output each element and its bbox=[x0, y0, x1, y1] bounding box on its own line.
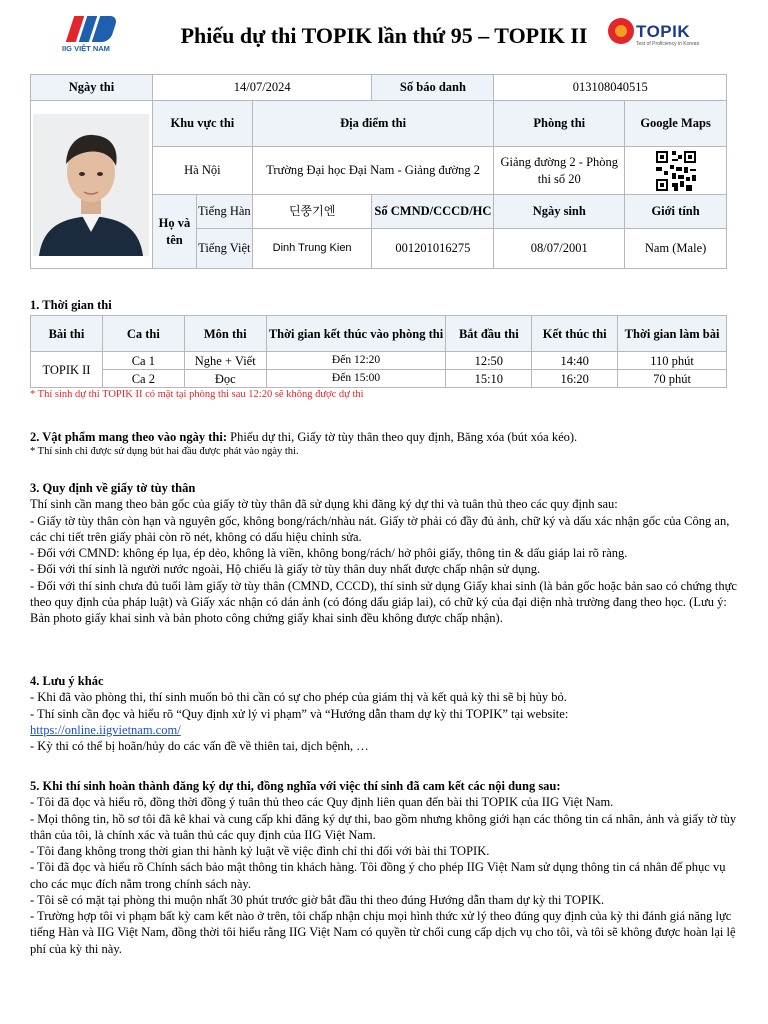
section-id-rules bbox=[30, 480, 740, 626]
col-entry-deadline: Thời gian kết thúc vào phòng thi bbox=[266, 316, 446, 352]
exam-date-value: 14/07/2024 bbox=[152, 75, 372, 101]
list-item: - Tôi đã đọc và hiểu rõ, đồng thời đồng ý tuân thủ theo các Quy định liên quan đến bài thi TOPIK của IIG Việt Nam. bbox=[30, 795, 614, 810]
vietnamese-name-label: Tiếng Việt bbox=[196, 229, 252, 269]
section-5-heading: 5. Khi thí sinh hoàn thành đăng ký dự thi, đồng nghĩa với việc thí sinh đã cam kết các nội dung sau: bbox=[30, 779, 561, 793]
late-arrival-note: * Thí sinh dự thi TOPIK II có mặt tại phòng thi sau 12:20 sẽ không được dự thi bbox=[30, 389, 364, 401]
korean-name-label: Tiếng Hàn bbox=[196, 195, 252, 229]
entry-deadline: Đến 15:00 bbox=[266, 370, 446, 388]
list-item: - Đối với thí sinh chưa đủ tuổi làm giấy tờ tùy thân (CMND, CCCD), thí sinh sử dụng Giấy khai sinh (là bản gốc hoặc bản sao có chứng thực theo quy định của pháp luật) và Giấy xác nhận có dán ảnh (có đóng dấu giáp lai), có chữ ký của đại diện nhà trường đang theo học. (Lưu ý: Bản photo giấy khai sinh và bản photo công chứng giấy khai sinh đều không được chấp nhận). bbox=[30, 578, 737, 625]
shift: Ca 2 bbox=[102, 370, 184, 388]
list-item: - Khi đã vào phòng thi, thí sinh muốn bỏ thi cần có sự cho phép của giám thị và kết quả kỳ thi sẽ bị hủy bỏ. bbox=[30, 690, 567, 705]
col-exam: Bài thi bbox=[31, 316, 103, 352]
registration-number-label: Số báo danh bbox=[372, 75, 494, 101]
date-of-birth-label: Ngày sinh bbox=[494, 195, 625, 229]
exam-name: TOPIK II bbox=[31, 352, 103, 388]
section-1-heading: 1. Thời gian thi bbox=[30, 298, 112, 312]
exam-area-label: Khu vực thi bbox=[152, 101, 252, 147]
section-2-text: Phiếu dự thi, Giấy tờ tùy thân theo quy định, Băng xóa (bút xóa kéo). bbox=[227, 430, 578, 444]
candidate-info-table bbox=[30, 74, 727, 269]
start-time: 12:50 bbox=[446, 352, 532, 370]
end-time: 16:20 bbox=[532, 370, 618, 388]
qr-code-icon[interactable] bbox=[656, 151, 696, 191]
list-item: - Kỳ thi có thể bị hoãn/hủy do các vấn đề về thiên tai, dịch bệnh, … bbox=[30, 739, 369, 753]
exam-venue-label: Địa điểm thi bbox=[252, 101, 494, 147]
gender-value: Nam (Male) bbox=[625, 229, 727, 269]
table-row bbox=[31, 352, 727, 370]
exam-schedule-table bbox=[30, 315, 727, 388]
start-time: 15:10 bbox=[446, 370, 532, 388]
gender-label: Giới tính bbox=[625, 195, 727, 229]
korean-name-value: 딘쭝기엔 bbox=[252, 195, 372, 229]
subject: Nghe + Viết bbox=[184, 352, 266, 370]
photo-cell bbox=[31, 101, 153, 269]
list-item: - Đối với CMND: không ép lụa, ép dẻo, không là viền, không bong/rách/ hở phôi giấy, thông tin & dấu giáp lai rõ ràng. bbox=[30, 546, 628, 560]
section-3-intro: Thí sinh cần mang theo bản gốc của giấy tờ tùy thân đã sử dụng khi đăng ký dự thi và tuân thủ theo các quy định sau: bbox=[30, 497, 618, 512]
iig-logo-text: IIG VIỆT NAM bbox=[62, 44, 110, 53]
schedule-header-row bbox=[31, 316, 727, 352]
section-2-heading: 2. Vật phẩm mang theo vào ngày thi: bbox=[30, 430, 228, 444]
section-items-to-bring bbox=[30, 429, 740, 459]
google-maps-label: Google Maps bbox=[625, 101, 727, 147]
section-exam-time bbox=[30, 297, 740, 402]
date-of-birth-value: 08/07/2001 bbox=[494, 229, 625, 269]
list-item: - Tôi đã đọc và hiểu rõ Chính sách bảo mật thông tin khách hàng. Tôi đồng ý cho phép IIG Việt Nam sử dụng thông tin cá nhân để phục vụ cho các mục đích nằm trong chính sách này. bbox=[30, 860, 726, 891]
entry-deadline: Đến 12:20 bbox=[266, 352, 446, 370]
shift: Ca 1 bbox=[102, 352, 184, 370]
topik-logo-circle-icon bbox=[608, 18, 634, 44]
subject: Đọc bbox=[184, 370, 266, 388]
section-3-heading: 3. Quy định về giấy tờ tùy thân bbox=[30, 481, 196, 495]
list-item: - Giấy tờ tùy thân còn hạn và nguyên gốc, không bong/rách/nhàu nát. Giấy tờ phải có đầy đủ ảnh, chữ ký và dấu xác nhận gốc của Công an, các chi tiết trên giấy phải còn rõ nét, không có dấu hiệu chỉnh sửa. bbox=[30, 513, 730, 544]
topik-logo-word: TOPIK bbox=[636, 22, 691, 41]
col-start: Bắt đầu thi bbox=[446, 316, 532, 352]
exam-room-label: Phòng thi bbox=[494, 101, 625, 147]
exam-date-label: Ngày thi bbox=[31, 75, 153, 101]
section-2-note: * Thí sinh chỉ được sử dụng bút hai đầu được phát vào ngày thi. bbox=[30, 446, 299, 458]
duration: 110 phút bbox=[618, 352, 727, 370]
full-name-label: Họ và tên bbox=[152, 195, 196, 269]
google-maps-qr[interactable] bbox=[625, 147, 727, 195]
id-number-label: Số CMND/CCCD/HC bbox=[372, 195, 494, 229]
exam-room-value: Giảng đường 2 - Phòng thi số 20 bbox=[494, 147, 625, 195]
duration: 70 phút bbox=[618, 370, 727, 388]
list-item: - Tôi đang không trong thời gian thi hành kỷ luật về việc đình chỉ thi đối với bài thi TOPIK. bbox=[30, 844, 490, 858]
page-title: Phiếu dự thi TOPIK lần thứ 95 – TOPIK II bbox=[180, 23, 588, 48]
list-item: - Trường hợp tôi vi phạm bất kỳ cam kết nào ở trên, tôi chấp nhận chịu mọi hình thức xử lý theo đúng quy định của kỳ thi đánh giá năng lực tiếng Hàn và IIG Việt Nam, đồng thời tôi hiểu rằng IIG Việt Nam có quyền từ chối cung cấp dịch vụ cho tôi, và tôi sẽ không được hoàn lại lệ phí của kỳ thi này. bbox=[30, 909, 736, 956]
exam-venue-value: Trường Đại học Đại Nam - Giảng đường 2 bbox=[252, 147, 494, 195]
topik-logo-subtitle: Test of Proficiency in Korean bbox=[636, 41, 700, 47]
col-subject: Môn thi bbox=[184, 316, 266, 352]
table-row bbox=[31, 370, 727, 388]
list-item: - Tôi sẽ có mặt tại phòng thi muộn nhất 30 phút trước giờ bắt đầu thi theo đúng Hướng dẫn tham dự kỳ thi TOPIK. bbox=[30, 892, 605, 907]
list-item: - Thí sinh cần đọc và hiểu rõ “Quy định xử lý vi phạm” và “Hướng dẫn tham dự kỳ thi TOPIK” tại website: bbox=[30, 706, 569, 721]
list-item: - Mọi thông tin, hồ sơ tôi đã kê khai và cung cấp khi đăng ký dự thi, bao gồm nhưng không giới hạn các thông tin cá nhân, ảnh và giấy tờ tùy thân của tôi, là chính xác và tuân thủ các quy định của IIG Việt Nam. bbox=[30, 811, 737, 842]
col-duration: Thời gian làm bài bbox=[618, 316, 727, 352]
list-item: - Đối với thí sinh là người nước ngoài, Hộ chiếu là giấy tờ tùy thân duy nhất được chấp nhận sử dụng. bbox=[30, 562, 541, 577]
section-4-heading: 4. Lưu ý khác bbox=[30, 674, 104, 688]
vietnamese-name-value: Dinh Trung Kien bbox=[252, 229, 372, 269]
exam-area-value: Hà Nội bbox=[152, 147, 252, 195]
candidate-photo bbox=[33, 114, 149, 256]
id-number-value: 001201016275 bbox=[372, 229, 494, 269]
section-commitments bbox=[30, 778, 740, 957]
section-other-notes bbox=[30, 673, 740, 754]
topik-logo bbox=[608, 16, 698, 54]
col-shift: Ca thi bbox=[102, 316, 184, 352]
col-end: Kết thúc thi bbox=[532, 316, 618, 352]
registration-number-value: 013108040515 bbox=[494, 75, 727, 101]
iig-website-link[interactable]: https://online.iigvietnam.com/ bbox=[30, 722, 181, 737]
header bbox=[30, 0, 738, 58]
end-time: 14:40 bbox=[532, 352, 618, 370]
